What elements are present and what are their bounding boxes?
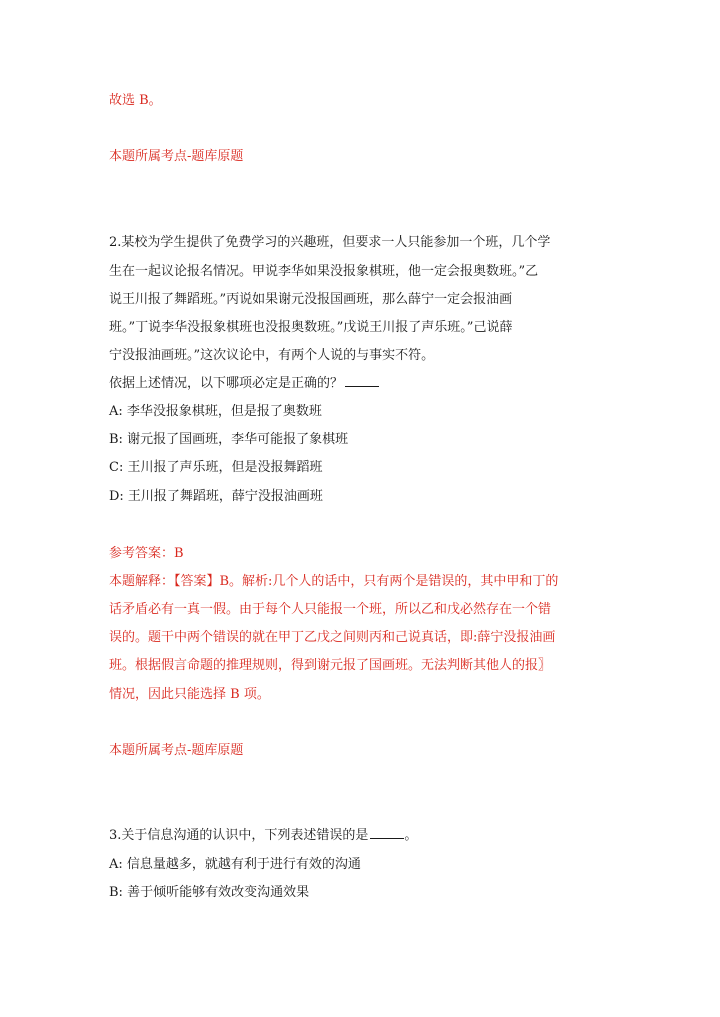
answer-blank (370, 826, 404, 839)
q2-stem-line: 班。”丁说李华没报象棋班也没报奥数班。”戊说王川报了声乐班。”己说薛 (109, 320, 513, 335)
q3-stem-text: 3.关于信息沟通的认识中，下列表述错误的是 (109, 828, 369, 843)
q2-explanation-line: 班。根据假言命题的推理规则，得到谢元报了国画班。无法判断其他人的报〗 (109, 658, 552, 673)
q2-explanation-line: 情况，因此只能选择 B 项。 (109, 687, 270, 702)
q3-option-a: A: 信息量越多，就越有利于进行有效的沟通 (109, 857, 361, 872)
q2-stem-line: 2.某校为学生提供了免费学习的兴趣班，但要求一人只能参加一个班，几个学 (109, 235, 551, 250)
q2-option-a: A: 李华没报象棋班，但是报了奥数班 (109, 404, 322, 419)
q2-option-d: D: 王川报了舞蹈班，薛宁没报油画班 (109, 489, 323, 504)
q3-stem-end: 。 (404, 828, 418, 843)
q2-explanation-line: 误的。题干中两个错误的就在甲丁乙戊之间则丙和己说真话，即:薛宁没报油画 (109, 630, 556, 645)
q2-stem-line: 宁没报油画班。”这次议论中，有两个人说的与事实不符。 (109, 348, 435, 363)
q2-option-b: B: 谢元报了国画班，李华可能报了象棋班 (109, 432, 349, 447)
source-note-1: 本题所属考点-题库原题 (109, 149, 244, 164)
q2-question (109, 374, 379, 394)
answer-conclusion: 故选 B。 (109, 93, 162, 108)
q3-option-b: B: 善于倾听能够有效改变沟通效果 (109, 885, 310, 900)
source-note-2: 本题所属考点-题库原题 (109, 743, 244, 758)
q2-option-c: C: 王川报了声乐班，但是没报舞蹈班 (109, 460, 323, 475)
q2-stem-line: 生在一起议论报名情况。甲说李华如果没报象棋班，他一定会报奥数班。”乙 (109, 264, 539, 279)
q2-answer: 参考答案：B (109, 546, 184, 561)
q3-stem (109, 826, 417, 846)
answer-blank (345, 374, 379, 387)
q2-explanation-line: 本题解释：【答案】B。解析:几个人的话中，只有两个是错误的，其中甲和丁的 (109, 574, 559, 589)
q2-explanation-line: 话矛盾必有一真一假。由于每个人只能报一个班，所以乙和戊必然存在一个错 (109, 602, 552, 617)
q2-question-text: 依据上述情况，以下哪项必定是正确的？ (109, 376, 344, 391)
q2-stem-line: 说王川报了舞蹈班。”丙说如果谢元没报国画班，那么薛宁一定会报油画 (109, 292, 513, 307)
